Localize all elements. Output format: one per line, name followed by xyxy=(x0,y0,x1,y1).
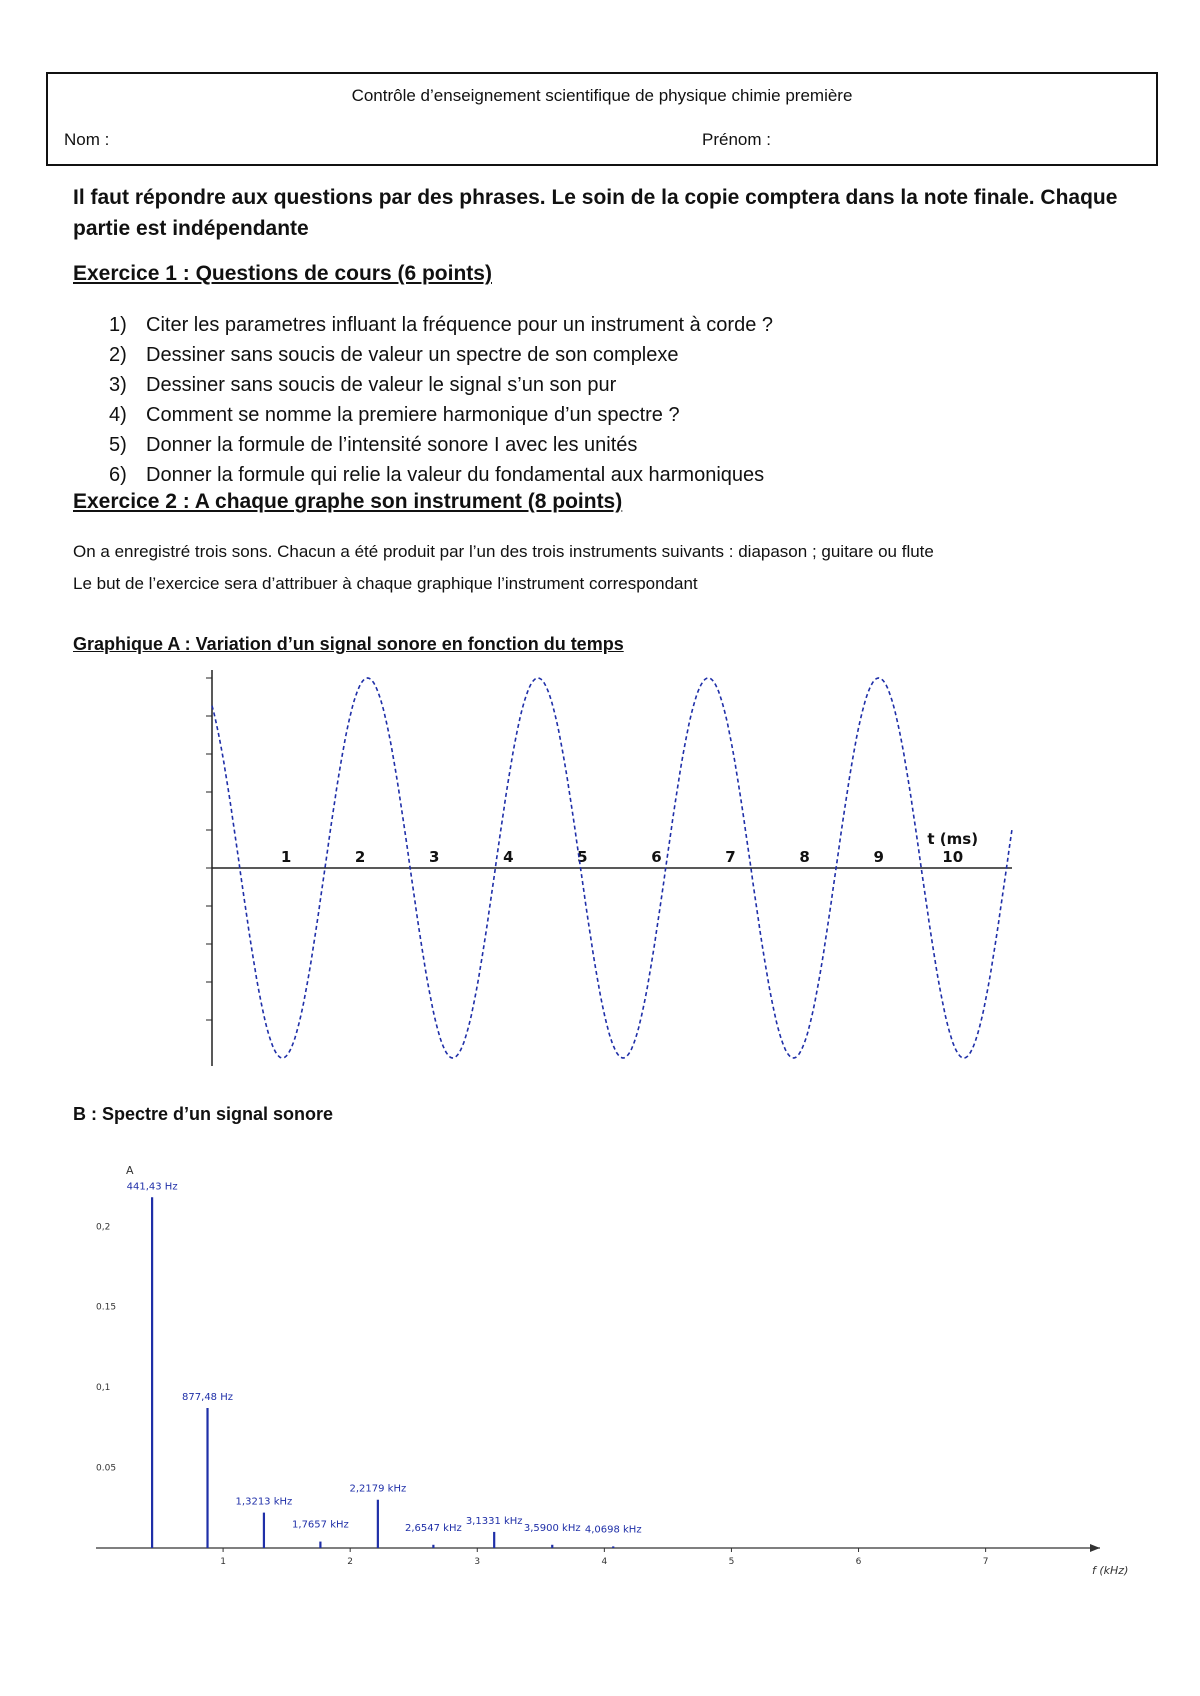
graph-a-x-tick-label: 1 xyxy=(280,848,292,866)
instructions: Il faut répondre aux questions par des phrases. Le soin de la copie comptera dans la note finale. Chaque partie est indépendante xyxy=(73,186,1118,240)
question-number: 2) xyxy=(109,344,127,366)
graph-b-peak-label: 1,3213 kHz xyxy=(235,1496,293,1508)
question-text: Donner la formule qui relie la valeur du fondamental aux harmoniques xyxy=(146,464,765,486)
graph-a-x-unit-label: t (ms) xyxy=(927,830,979,848)
question-number: 5) xyxy=(109,434,127,456)
question-number: 3) xyxy=(109,374,127,396)
exercise1-title: Exercice 1 : Questions de cours (6 points) xyxy=(73,262,492,285)
question-number: 1) xyxy=(109,314,127,336)
question-number: 6) xyxy=(109,464,127,486)
graph-b-title: B : Spectre d’un signal sonore xyxy=(73,1104,334,1124)
graph-b-peak-label: 4,0698 kHz xyxy=(584,1524,642,1536)
graph-a-x-tick-label: 8 xyxy=(799,848,810,866)
graph-b-x-tick-label: 6 xyxy=(855,1557,862,1567)
document-title: Contrôle d’enseignement scientifique de physique chimie première xyxy=(351,86,853,105)
graph-a-x-tick-label: 7 xyxy=(725,848,736,866)
graph-b-x-tick-label: 1 xyxy=(220,1557,226,1567)
graph-b-x-tick-label: 5 xyxy=(728,1557,735,1567)
question-text: Comment se nomme la premiere harmonique d’un spectre ? xyxy=(146,404,680,426)
graph-b-y-tick-label: 0.05 xyxy=(96,1463,117,1474)
graph-b-peak-label: 2,6547 kHz xyxy=(405,1522,462,1534)
question-text: Citer les parametres influant la fréquence pour un instrument à corde ? xyxy=(146,314,774,336)
graph-b-x-tick-label: 7 xyxy=(982,1557,989,1567)
graph-b-peak-label: 3,5900 kHz xyxy=(523,1522,581,1534)
graph-b-x-axis-arrow xyxy=(1090,1544,1100,1552)
graph-b-peak-label: 441,43 Hz xyxy=(126,1181,178,1193)
graph-a-x-tick-label: 6 xyxy=(651,848,662,866)
graph-b-x-tick-label: 2 xyxy=(347,1557,354,1567)
graph-a-x-tick-label: 4 xyxy=(503,848,514,866)
graph-b-y-tick-label: 0,1 xyxy=(96,1383,111,1394)
graph-a-x-tick-label: 5 xyxy=(577,848,588,866)
graph-a-x-tick-label: 2 xyxy=(354,848,366,866)
question-text: Dessiner sans soucis de valeur un spectre de son complexe xyxy=(146,344,679,366)
graph-b-peak-label: 2,2179 kHz xyxy=(349,1483,407,1495)
question-text: Donner la formule de l’intensité sonore I avec les unités xyxy=(146,434,638,456)
graph-b-y-tick-label: 0.15 xyxy=(96,1302,117,1313)
exercise2-title: Exercice 2 : A chaque graphe son instrument (8 points) xyxy=(73,490,623,513)
graph-a-x-tick-label: 10 xyxy=(942,848,964,866)
question-number: 4) xyxy=(109,404,127,426)
graph-a-title: Graphique A : Variation d’un signal sonore en fonction du temps xyxy=(73,634,624,654)
exercise2-paragraph-1: On a enregistré trois sons. Chacun a été produit par l’un des trois instruments suivants : diapason ; guitare ou flute xyxy=(73,542,934,561)
nom-field-label: Nom : xyxy=(64,130,110,149)
graph-b-peak-label: 1,7657 kHz xyxy=(292,1519,349,1531)
graph-b-peak-label: 877,48 Hz xyxy=(182,1392,233,1404)
graph-a-x-tick-label: 9 xyxy=(873,848,884,866)
graph-b-x-tick-label: 3 xyxy=(474,1557,481,1567)
graph-b-x-tick-label: 4 xyxy=(601,1557,608,1567)
graph-b-x-axis-label: f (kHz) xyxy=(1092,1564,1129,1577)
question-text: Dessiner sans soucis de valeur le signal s’un son pur xyxy=(146,374,617,396)
graph-b-peak-label: 3,1331 kHz xyxy=(465,1515,523,1527)
graph-a-x-tick-label: 3 xyxy=(429,848,440,866)
graph-b-y-tick-label: 0,2 xyxy=(96,1222,111,1233)
exercise2-paragraph-2: Le but de l’exercice sera d’attribuer à chaque graphique l’instrument correspondant xyxy=(73,574,698,593)
prenom-field-label: Prénom : xyxy=(702,130,771,149)
graph-b-y-axis-label: A xyxy=(126,1164,134,1177)
